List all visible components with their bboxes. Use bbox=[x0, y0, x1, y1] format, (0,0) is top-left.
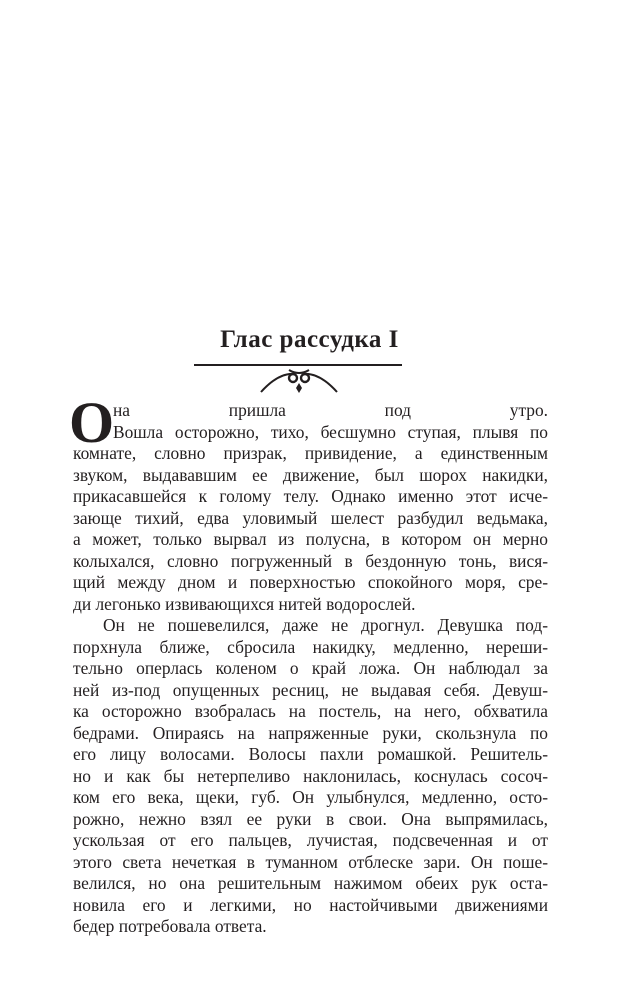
text-line: Он не пошевелился, даже не дрогнул. Девушка под- bbox=[103, 615, 548, 635]
text-line: ней из-под опущенных ресниц, не выдавая себя. Девуш- bbox=[73, 679, 548, 700]
text-line: новила его и легкими, но настойчивыми движениями bbox=[73, 894, 548, 915]
text-line: прикасавшейся к голому телу. Однако именно этот исче- bbox=[73, 486, 548, 506]
text-line: ком его века, щеки, губ. Он улыбнулся, медленно, осто- bbox=[73, 787, 548, 807]
drop-cap: О bbox=[69, 390, 115, 455]
text-line: а может, только вырвал из полусна, в котором он мерно bbox=[73, 529, 548, 549]
text-line: ка осторожно взобралась на постель, на него, обхватила bbox=[73, 701, 548, 721]
text-line: тельно оперлась коленом о край ложа. Он наблюдал за bbox=[73, 658, 548, 678]
text-line: звуком, выдававшим ее движение, был шорох накидки, bbox=[73, 464, 548, 485]
text-line: но и как бы нетерпеливо наклонилась, коснулась сосоч- bbox=[73, 765, 548, 786]
text-line: велился, но она решительным нажимом обеих рук оста- bbox=[73, 873, 548, 893]
text-line: ускользая от его пальцев, лучистая, подсвеченная и от bbox=[73, 830, 548, 850]
text-line: ди легонько извивающихся нитей водорослей. bbox=[73, 593, 416, 614]
text-line: порхнула ближе, сбросила накидку, медленно, нереши- bbox=[73, 636, 548, 657]
body-text bbox=[69, 390, 548, 938]
text-line: колыхался, словно погруженный в бездонную тонь, вися- bbox=[73, 550, 548, 571]
text-line: Вошла осторожно, тихо, бесшумно ступая, плывя по bbox=[113, 421, 548, 442]
text-line: бедрами. Опираясь на напряженные руки, скользнула по bbox=[73, 722, 548, 743]
text-line: комнате, словно призрак, привидение, а единственным bbox=[73, 443, 548, 463]
text-line: щий между дном и поверхностью спокойного моря, сре- bbox=[73, 572, 548, 592]
text-line: бедер потребовала ответа. bbox=[73, 916, 267, 936]
ornament-icon bbox=[259, 366, 339, 394]
text-line: этого света нечеткая в туманном отблеске зари. Он поше- bbox=[73, 851, 548, 872]
text-line: на пришла под утро. bbox=[113, 400, 548, 420]
chapter-title: Глас рассудка I bbox=[220, 326, 399, 353]
text-line: его лицу волосами. Волосы пахли ромашкой. Решитель- bbox=[73, 744, 548, 764]
text-line: рожно, нежно взял ее руки в свои. Она выпрямилась, bbox=[73, 808, 548, 829]
text-line: зающе тихий, едва уловимый шелест разбудил ведьмака, bbox=[73, 507, 548, 528]
